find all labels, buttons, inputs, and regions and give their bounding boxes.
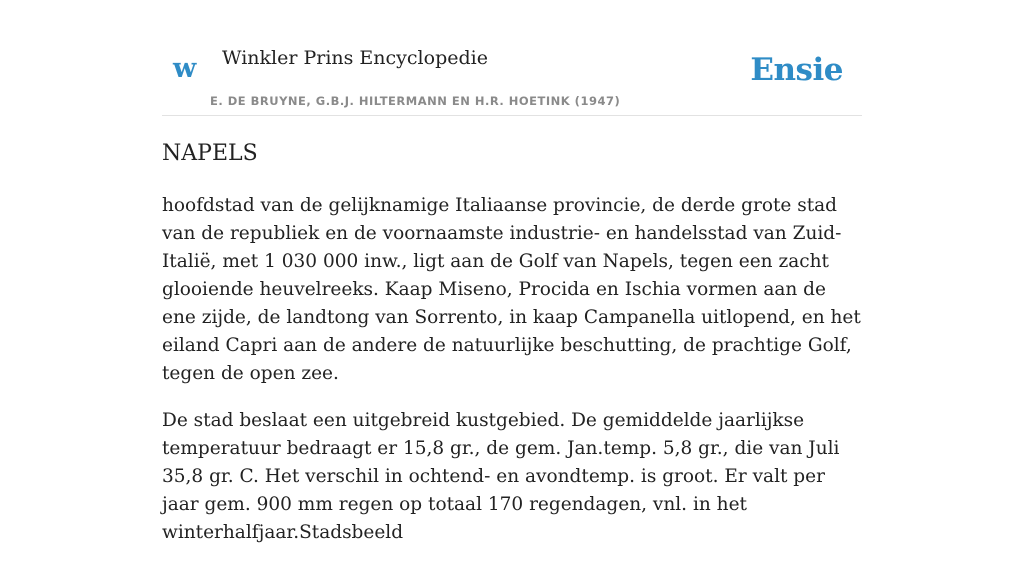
source-header [162, 0, 862, 116]
article-container [162, 0, 862, 543]
source-authors: E. DE BRUYNE, G.B.J. HILTERMANN EN H.R. HOETINK (1947) [210, 94, 621, 108]
source-title[interactable]: Winkler Prins Encyclopedie [222, 47, 488, 69]
article-body [162, 192, 862, 566]
ensie-logo[interactable]: Ensie [750, 52, 843, 88]
article-paragraph: De stad beslaat een uitgebreid kustgebied. De gemiddelde jaarlijkse temperatuur bedraagt er 15,8 gr., de gem. Jan.temp. 5,8 gr., die van Juli 35,8 gr. C. Het verschil in ochtend- en avondtemp. is groot. Er valt per jaar gem. 900 mm regen op totaal 170 regendagen, vnl. in het winterhalfjaar.Stadsbeeld [162, 410, 840, 543]
article-paragraph: hoofdstad van de gelijknamige Italiaanse provincie, de derde grote stad van de republiek en de voornaamste industrie- en handelsstad van Zuid-Italië, met 1 030 000 inw., ligt aan de Golf van Napels, tegen een zacht glooiende heuvelreeks. Kaap Miseno, Procida en Ischia vormen aan de ene zijde, de landtong van Sorrento, in kaap Campanella uitlopend, en het eiland Capri aan de andere de natuurlijke beschutting, de prachtige Golf, tegen de open zee. [162, 195, 861, 384]
source-logo[interactable]: w [173, 53, 197, 84]
article-title: NAPELS [162, 141, 258, 166]
